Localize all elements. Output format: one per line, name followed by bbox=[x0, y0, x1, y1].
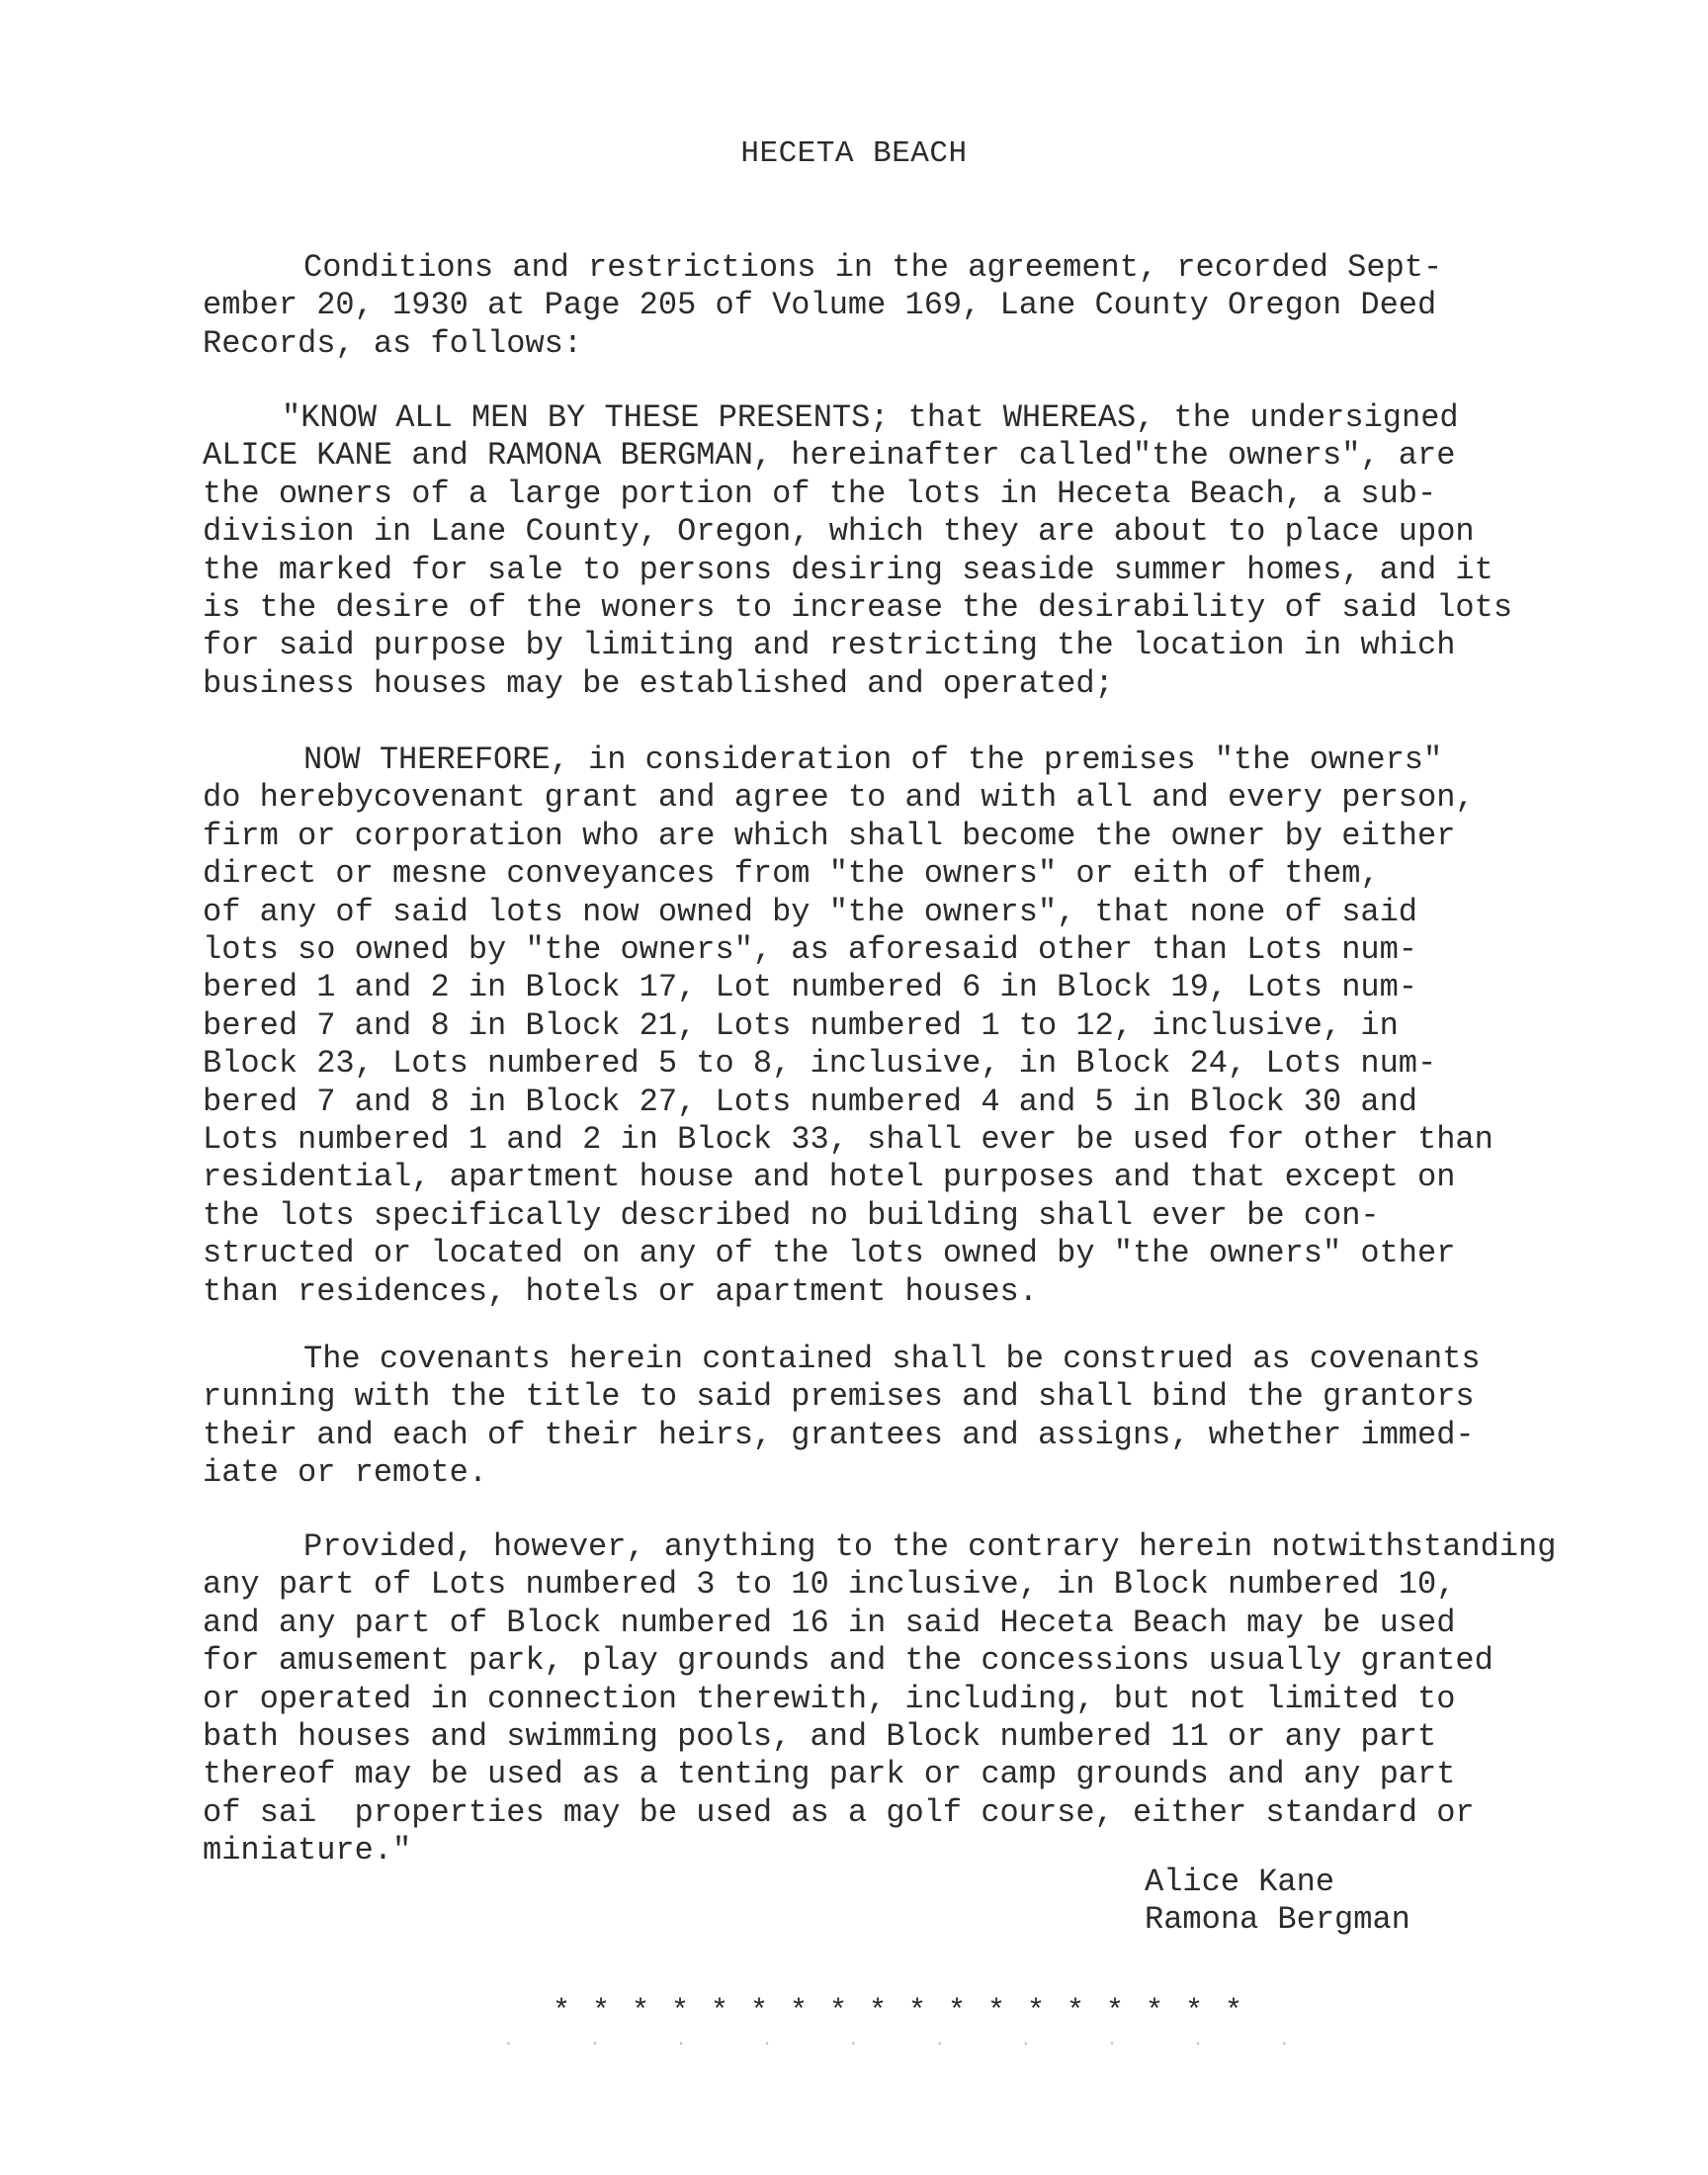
text-line: ember 20, 1930 at Page 205 of Volume 169, Lane County Oregon Deed bbox=[203, 287, 1437, 324]
text-line: business houses may be established and operated; bbox=[203, 664, 1114, 702]
text-line: ALICE KANE and RAMONA BERGMAN, hereinafter called"the owners", are bbox=[203, 437, 1456, 475]
text-line: bath houses and swimming pools, and Block numbered 11 or any part bbox=[203, 1718, 1437, 1756]
text-line: the owners of a large portion of the lots in Heceta Beach, a sub- bbox=[203, 475, 1437, 512]
signature-alice-kane: Alice Kane bbox=[1145, 1864, 1335, 1900]
text-line: or operated in connection therewith, including, but not limited to bbox=[203, 1680, 1456, 1717]
text-line: the marked for sale to persons desiring seaside summer homes, and it bbox=[203, 551, 1494, 588]
provided-paragraph bbox=[203, 1528, 1626, 1870]
scan-specks: · · · · · · · · · · bbox=[503, 2035, 1324, 2052]
text-line: direct or mesne conveyances from "the owners" or eith of them, bbox=[203, 855, 1380, 893]
text-line: Provided, however, anything to the contrary herein notwithstanding bbox=[303, 1528, 1557, 1565]
text-line: structed or located on any of the lots owned by "the owners" other bbox=[203, 1235, 1456, 1272]
text-line: division in Lane County, Oregon, which they are about to place upon bbox=[203, 513, 1475, 551]
text-line: NOW THEREFORE, in consideration of the premises "the owners" bbox=[303, 741, 1443, 778]
text-line: for said purpose by limiting and restricting the location in which bbox=[203, 627, 1456, 664]
text-line: of any of said lots now owned by "the owners", that none of said bbox=[203, 893, 1417, 930]
text-line: of sai properties may be used as a golf course, either standard or bbox=[203, 1793, 1475, 1831]
signature-block bbox=[1145, 1864, 1410, 1940]
whereas-paragraph bbox=[203, 399, 1626, 703]
text-line: bered 7 and 8 in Block 27, Lots numbered 4 and 5 in Block 30 and bbox=[203, 1083, 1417, 1120]
text-line: is the desire of the woners to increase the desirability of said lots bbox=[203, 589, 1513, 627]
separator-asterisks: * * * * * * * * * * * * * * * * * * bbox=[552, 1995, 1245, 2029]
text-line: Conditions and restrictions in the agreement, recorded Sept- bbox=[303, 249, 1443, 286]
text-line: bered 1 and 2 in Block 17, Lot numbered 6 in Block 19, Lots num- bbox=[203, 969, 1417, 1006]
text-line: for amusement park, play grounds and the concessions usually granted bbox=[203, 1642, 1494, 1680]
covenants-paragraph bbox=[203, 1341, 1626, 1493]
text-line: "KNOW ALL MEN BY THESE PRESENTS; that WHEREAS, the undersigned bbox=[282, 399, 1459, 436]
text-line: bered 7 and 8 in Block 21, Lots numbered 1 to 12, inclusive, in bbox=[203, 1006, 1399, 1044]
text-line: do herebycovenant grant and agree to and with all and every person, bbox=[203, 779, 1475, 817]
text-line: their and each of their heirs, grantees and assigns, whether immed- bbox=[203, 1416, 1475, 1453]
text-line: Block 23, Lots numbered 5 to 8, inclusive, in Block 24, Lots num- bbox=[203, 1045, 1437, 1083]
document-title: HECETA BEACH bbox=[740, 136, 968, 171]
text-line: than residences, hotels or apartment houses. bbox=[203, 1272, 1038, 1310]
text-line: thereof may be used as a tenting park or camp grounds and any part bbox=[203, 1756, 1456, 1793]
signature-ramona-bergman: Ramona Bergman bbox=[1145, 1901, 1410, 1939]
intro-paragraph bbox=[203, 249, 1626, 363]
text-line: any part of Lots numbered 3 to 10 inclusive, in Block numbered 10, bbox=[203, 1566, 1456, 1604]
text-line: miniature." bbox=[203, 1832, 412, 1870]
therefore-paragraph bbox=[203, 741, 1626, 1311]
text-line: iate or remote. bbox=[203, 1454, 488, 1492]
text-line: Lots numbered 1 and 2 in Block 33, shall ever be used for other than bbox=[203, 1121, 1494, 1159]
text-line: Records, as follows: bbox=[203, 324, 583, 362]
text-line: firm or corporation who are which shall become the owner by either bbox=[203, 817, 1456, 854]
text-line: lots so owned by "the owners", as aforesaid other than Lots num- bbox=[203, 931, 1417, 969]
text-line: The covenants herein contained shall be construed as covenants bbox=[303, 1341, 1481, 1377]
text-line: the lots specifically described no building shall ever be con- bbox=[203, 1196, 1380, 1234]
text-line: running with the title to said premises and shall bind the grantors bbox=[203, 1378, 1475, 1416]
text-line: and any part of Block numbered 16 in said Heceta Beach may be used bbox=[203, 1604, 1456, 1641]
text-line: residential, apartment house and hotel purposes and that except on bbox=[203, 1159, 1456, 1196]
